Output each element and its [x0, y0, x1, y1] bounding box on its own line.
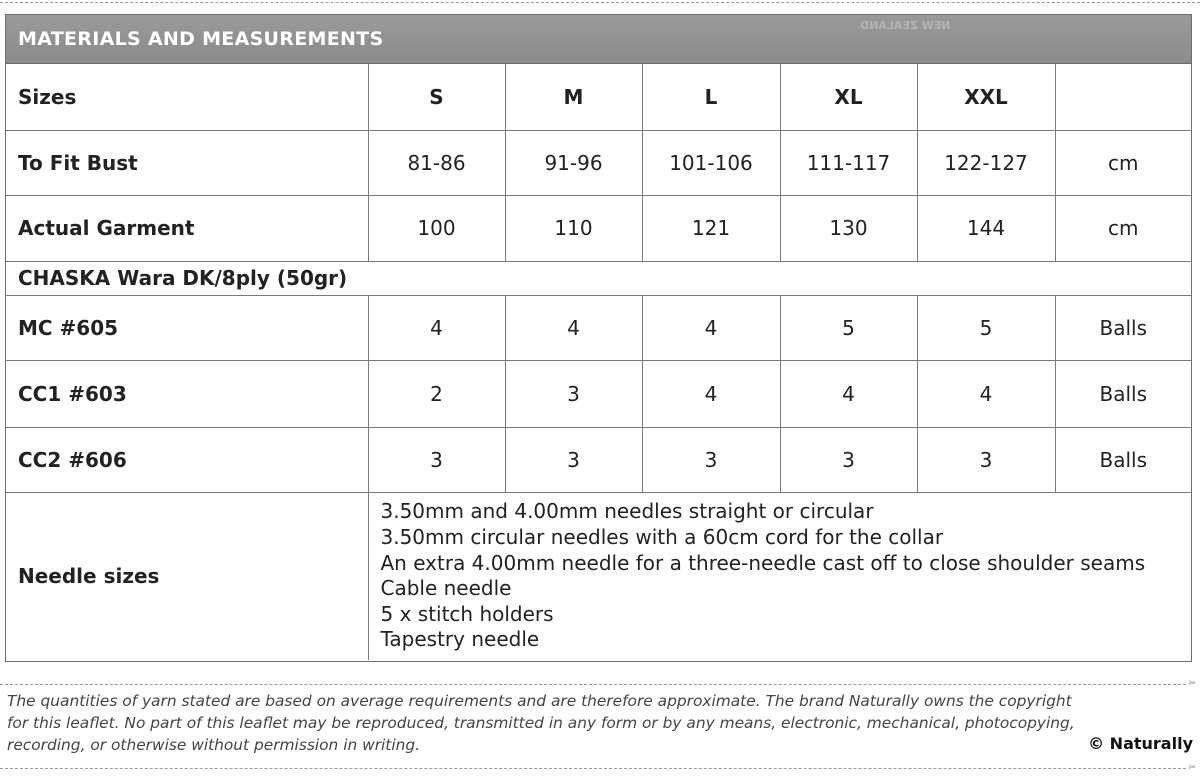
cell-value: 3 — [368, 427, 505, 492]
cut-line-middle — [0, 684, 1186, 685]
size-m: M — [505, 64, 642, 130]
cell-value: 3 — [917, 427, 1055, 492]
cell-value: 4 — [642, 360, 780, 427]
cell-value: 3 — [505, 360, 642, 427]
cell-value: 4 — [917, 360, 1055, 427]
cell-unit: Balls — [1055, 360, 1191, 427]
row-label: CC2 #606 — [6, 427, 368, 492]
scissors-icon: ✂ — [1188, 763, 1196, 773]
materials-table-frame — [5, 14, 1192, 662]
cell-value: 4 — [780, 360, 917, 427]
cell-value: 144 — [917, 195, 1055, 261]
cell-value: 4 — [368, 295, 505, 360]
needle-item: 5 x stitch holders — [380, 601, 554, 626]
row-label: Actual Garment — [6, 195, 368, 261]
cell-value: 100 — [368, 195, 505, 261]
needle-item: 3.50mm circular needles with a 60cm cord for the collar — [380, 525, 944, 550]
size-xl: XL — [780, 64, 917, 130]
size-xxl: XXL — [917, 64, 1055, 130]
scissors-icon: ✂ — [1188, 679, 1196, 689]
needle-item: 3.50mm and 4.00mm needles straight or circular — [380, 499, 874, 524]
cell-unit: Balls — [1055, 427, 1191, 492]
unit-empty — [1055, 64, 1191, 130]
copyright-notice — [7, 690, 1193, 756]
measurements-table — [6, 64, 1191, 660]
needle-list — [368, 492, 1191, 660]
needle-item: Tapestry needle — [380, 627, 540, 652]
cell-unit: cm — [1055, 130, 1191, 195]
cell-value: 2 — [368, 360, 505, 427]
size-l: L — [642, 64, 780, 130]
needle-label: Needle sizes — [6, 492, 368, 660]
cell-value: 130 — [780, 195, 917, 261]
cell-value: 110 — [505, 195, 642, 261]
row-label: CC1 #603 — [6, 360, 368, 427]
cell-unit: Balls — [1055, 295, 1191, 360]
sizes-row — [6, 64, 1191, 130]
needles-row — [6, 492, 1191, 660]
table-row — [6, 295, 1191, 360]
copyright-mark: © Naturally — [1088, 734, 1193, 753]
yarn-heading-row — [6, 261, 1191, 295]
size-s: S — [368, 64, 505, 130]
section-title: MATERIALS AND MEASUREMENTS — [18, 28, 384, 50]
cell-value: 3 — [642, 427, 780, 492]
table-row — [6, 195, 1191, 261]
notice-line: for this leaflet. No part of this leaflet may be reproduced, transmitted in any form or by any means, electronic, mechanical, photocopying, — [7, 714, 1075, 732]
cell-value: 111-117 — [780, 130, 917, 195]
cell-value: 122-127 — [917, 130, 1055, 195]
cell-value: 121 — [642, 195, 780, 261]
table-row — [6, 427, 1191, 492]
needle-item: Cable needle — [380, 576, 512, 601]
cell-value: 91-96 — [505, 130, 642, 195]
show-through-text: NEW ZEALAND — [860, 19, 951, 32]
cut-line-top — [0, 2, 1200, 3]
cell-unit: cm — [1055, 195, 1191, 261]
yarn-heading: CHASKA Wara DK/8ply (50gr) — [6, 261, 1191, 295]
cell-value: 5 — [917, 295, 1055, 360]
cell-value: 101-106 — [642, 130, 780, 195]
cut-line-bottom — [0, 768, 1186, 769]
cell-value: 3 — [505, 427, 642, 492]
table-row — [6, 360, 1191, 427]
notice-line: The quantities of yarn stated are based on average requirements and are therefore approximate. The brand Naturally owns the copyright — [7, 692, 1072, 710]
notice-line: recording, or otherwise without permission in writing. — [7, 736, 421, 754]
cell-value: 5 — [780, 295, 917, 360]
cell-value: 3 — [780, 427, 917, 492]
cell-value: 4 — [505, 295, 642, 360]
cell-value: 81-86 — [368, 130, 505, 195]
sizes-label: Sizes — [6, 64, 368, 130]
table-row — [6, 130, 1191, 195]
section-header — [6, 15, 1191, 64]
row-label: MC #605 — [6, 295, 368, 360]
needle-item: An extra 4.00mm needle for a three-needle cast off to close shoulder seams — [380, 550, 1146, 575]
row-label: To Fit Bust — [6, 130, 368, 195]
cell-value: 4 — [642, 295, 780, 360]
